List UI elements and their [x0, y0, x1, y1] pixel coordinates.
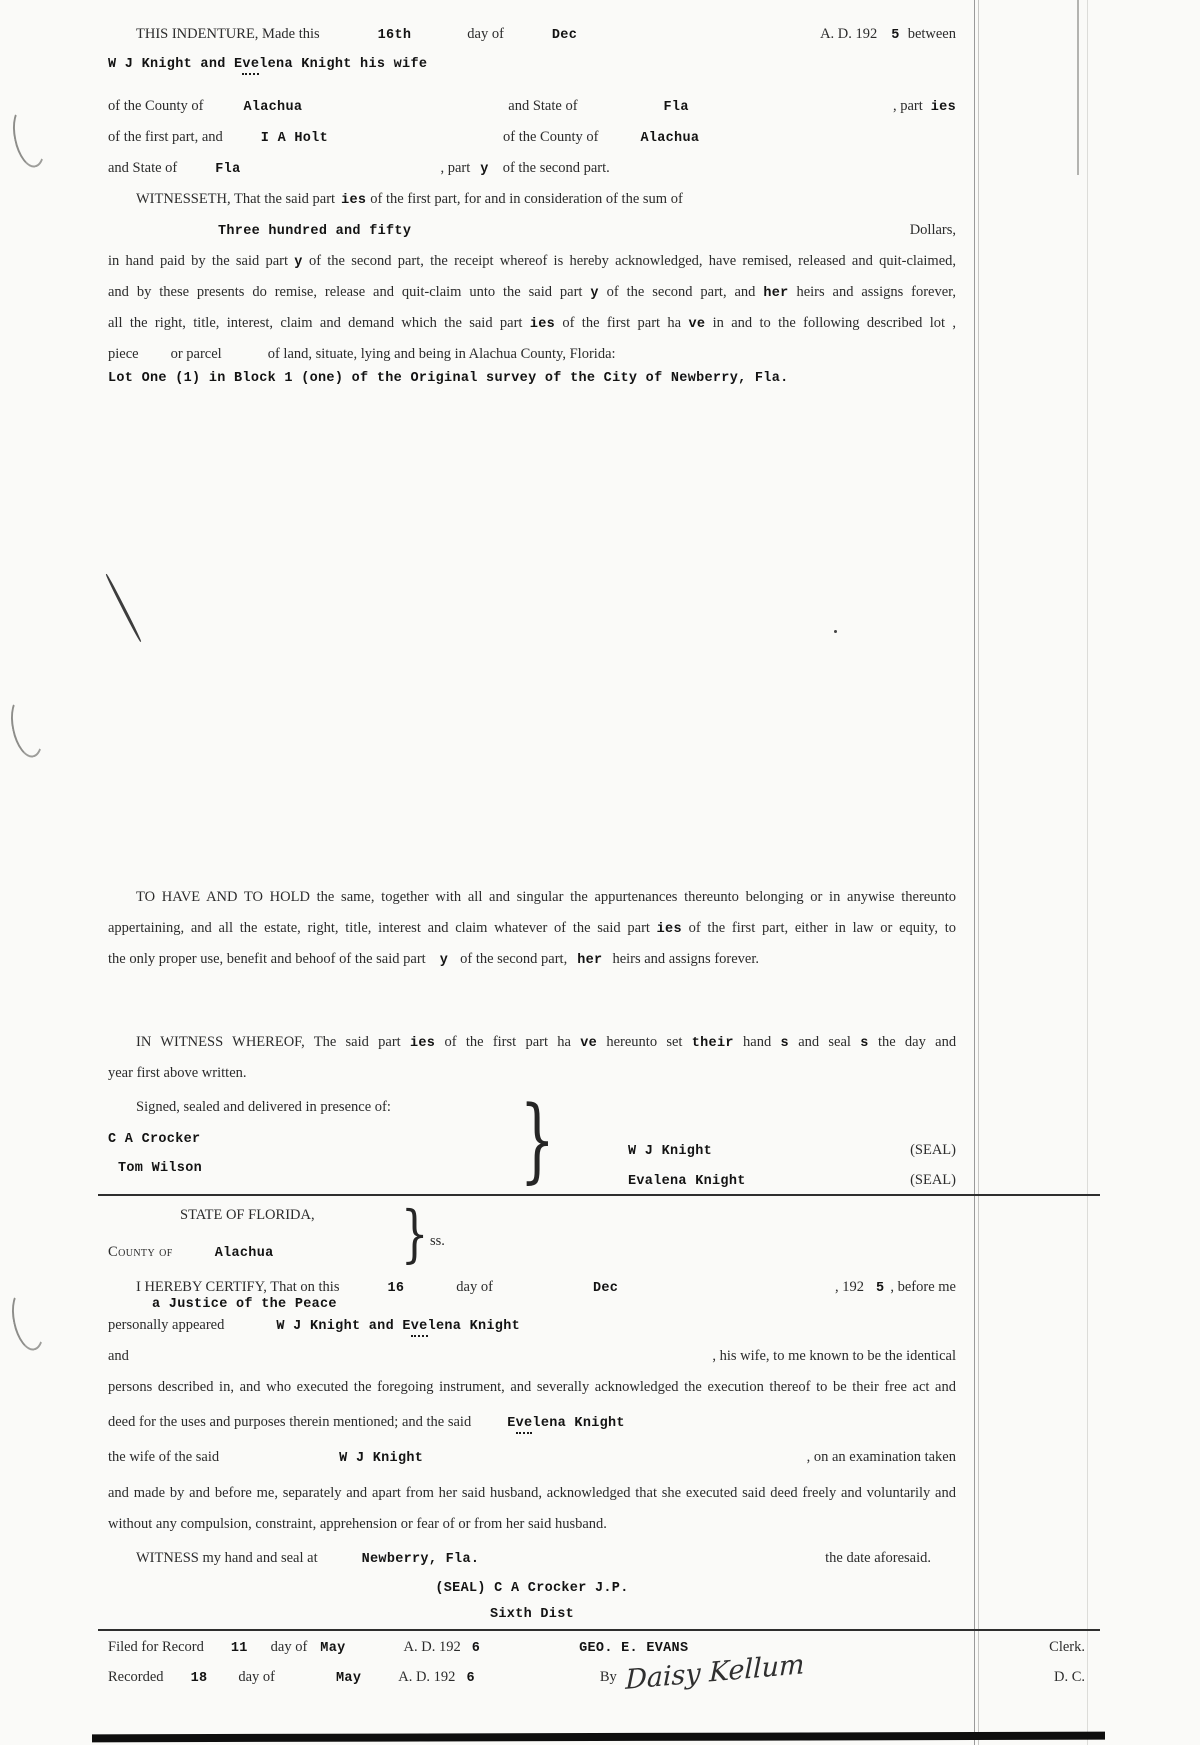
witness-seal-line	[108, 1550, 956, 1581]
ink-dot-mark	[834, 630, 837, 633]
page-edge-line	[974, 0, 975, 1745]
typed-ve: ve	[688, 317, 706, 332]
printed-text: hereunto set	[606, 1034, 683, 1050]
state-heading: STATE OF FLORIDA,	[180, 1207, 315, 1223]
printed-text: appertaining, and all the estate, right, title, interest and claim whatever of the said part	[108, 920, 650, 936]
seal-label: (SEAL)	[910, 1142, 956, 1158]
persons-described-line	[108, 1379, 956, 1410]
pen-stroke-mark	[105, 574, 142, 643]
quitclaim-line-2	[108, 284, 956, 315]
grantor-signature-2: Evalena Knight	[628, 1174, 746, 1189]
printed-text: hand	[743, 1034, 772, 1050]
typed-appeared-struck: ve	[411, 1319, 428, 1337]
printed-text: of the first part ha	[562, 315, 682, 331]
typed-fill: ies	[341, 193, 367, 208]
typed-justice-insertion: a Justice of the Peace	[152, 1297, 337, 1312]
wife-of-line	[108, 1449, 956, 1480]
printed-text: and seal	[798, 1034, 851, 1050]
printed-text: piece	[108, 346, 139, 362]
typed-state-2: Fla	[215, 162, 241, 177]
printed-text: day of	[456, 1279, 493, 1295]
printed-text: WITNESS my hand and seal at	[136, 1550, 318, 1566]
printed-text: of the second part.	[502, 160, 610, 176]
printed-text: Signed, sealed and delivered in presence of:	[136, 1099, 391, 1115]
typed-recorded-year: 6	[466, 1671, 475, 1686]
deputy-clerk-label: D. C.	[1053, 1669, 1085, 1685]
habendum-line-3	[108, 951, 956, 982]
typed-fill: ies	[656, 922, 682, 937]
printed-text: TO HAVE AND TO HOLD the same, together with all and singular the appurtenances thereunto belonging or in anywise thereunto	[136, 889, 956, 905]
printed-text: THIS INDENTURE, Made this	[136, 26, 320, 42]
printed-text: of the second part,	[460, 951, 568, 967]
grantee-line	[108, 129, 956, 160]
deputy-clerk-signature: Daisy Kellum	[624, 1649, 805, 1696]
printed-text: heirs and assigns forever.	[612, 951, 760, 967]
scan-margin-line	[1087, 0, 1088, 1745]
printed-text: of land, situate, lying and being in Alachua County, Florida:	[267, 346, 616, 362]
printed-text: and	[108, 1348, 129, 1364]
printed-comma: ,	[952, 315, 957, 331]
printed-text: Recorded	[108, 1669, 164, 1685]
printed-text: Dollars,	[909, 222, 956, 238]
printed-text: day of	[238, 1669, 276, 1685]
printed-text: and State of	[508, 98, 578, 114]
typed-fill: ies	[409, 1036, 436, 1051]
printed-text: and made by and before me, separately and apart from her said husband, acknowledged that she executed said deed freely and voluntarily and	[108, 1485, 956, 1501]
blank-area	[108, 402, 956, 889]
witnesseth-line	[108, 191, 956, 222]
printed-text: persons described in, and who executed the foregoing instrument, and severally acknowledged the execution thereof to be their free act and	[108, 1379, 956, 1395]
his-wife-line	[108, 1348, 956, 1379]
typed-day: 16th	[377, 28, 412, 43]
typed-place: Newberry, Fla.	[361, 1552, 480, 1567]
printed-text: WITNESSETH, That the said part	[136, 191, 336, 207]
typed-cert-month: Dec	[592, 1281, 619, 1296]
printed-text: of the County of	[502, 129, 599, 145]
grantors-line	[108, 57, 956, 88]
printed-text: of the second part, the receipt whereof is hereby acknowledged, have remised, released and quit-claimed,	[308, 253, 957, 269]
typed-her: her	[763, 286, 789, 301]
typed-year: 5	[891, 28, 900, 43]
printed-text: of the first part, for and in consideration of the sum of	[370, 191, 683, 207]
typed-their: their	[691, 1036, 734, 1051]
binder-hole-mark	[8, 104, 50, 171]
printed-text: the date aforesaid.	[825, 1550, 931, 1566]
recorded-row	[108, 1649, 1085, 1699]
consideration-line	[108, 222, 956, 253]
typed-state-1: Fla	[663, 100, 689, 115]
typed-husband-name: W J Knight	[339, 1451, 424, 1466]
printed-text: , before me	[890, 1279, 956, 1295]
printed-text: and by these presents do remise, release and quit-claim unto the said part	[108, 284, 583, 300]
county-state-line-2	[108, 160, 956, 191]
typed-grantee: I A Holt	[260, 131, 328, 146]
typed-grantors: W J Knight and E	[108, 57, 243, 72]
printed-text: A. D. 192	[403, 1639, 461, 1655]
printed-text: of the second part, and	[606, 284, 756, 300]
typed-county-ack: Alachua	[214, 1246, 274, 1261]
property-description-line	[108, 371, 956, 402]
appeared-line	[108, 1317, 956, 1348]
typed-wife-name: E	[507, 1416, 516, 1431]
typed-appeared-rest: lena Knight	[427, 1319, 521, 1334]
typed-month: Dec	[551, 28, 578, 43]
typed-her: her	[577, 953, 603, 968]
blank-gap	[108, 982, 956, 1034]
typed-cert-day: 16	[387, 1281, 405, 1296]
typed-appeared-names: W J Knight and E	[276, 1319, 411, 1334]
typed-filed-month: May	[320, 1641, 346, 1656]
quitclaim-line-1	[108, 253, 956, 284]
typed-fill: y	[294, 255, 303, 270]
printed-text: the only proper use, benefit and behoof of the said part	[108, 951, 426, 967]
brace-icon: }	[519, 1086, 555, 1193]
indenture-opening-line	[108, 26, 956, 57]
typed-fill: y	[439, 953, 449, 968]
printed-text: day of	[467, 26, 504, 42]
typed-county-2: Alachua	[640, 131, 700, 146]
printed-text: in and to the following described lot	[712, 315, 946, 331]
printed-text: deed for the uses and purposes therein mentioned; and the said	[108, 1414, 472, 1430]
acknowledgment-head	[108, 1197, 956, 1275]
printed-text: , part	[892, 98, 923, 114]
printed-text: I HEREBY CERTIFY, That on this	[136, 1279, 340, 1295]
habendum-line-1	[108, 889, 956, 920]
typed-filed-year: 6	[471, 1641, 481, 1656]
compulsion-line	[108, 1516, 956, 1547]
printed-text: , his wife, to me known to be the identical	[712, 1348, 956, 1364]
printed-text: in hand paid by the said part	[108, 253, 289, 269]
in-witness-line	[108, 1034, 956, 1065]
printed-text: or parcel	[170, 346, 222, 362]
printed-text: of the County of	[108, 98, 204, 114]
printed-text: of the first part ha	[444, 1034, 571, 1050]
ss-label: ss.	[430, 1233, 445, 1249]
clerk-label: Clerk.	[1049, 1639, 1085, 1655]
printed-text: without any compulsion, constraint, apprehension or fear of or from her said husband.	[108, 1516, 607, 1532]
typed-county-1: Alachua	[243, 100, 303, 115]
habendum-line-2	[108, 920, 956, 951]
printed-text: year first above written.	[108, 1065, 247, 1081]
typed-recorded-day: 18	[190, 1671, 208, 1686]
by-label: By	[599, 1669, 617, 1685]
printed-text: , 192	[834, 1279, 864, 1295]
section-divider	[98, 1194, 1100, 1196]
typed-fill: y	[590, 286, 599, 301]
printed-text: Filed for Record	[108, 1639, 204, 1655]
grantor-signatures	[628, 1142, 956, 1202]
printed-text: , part	[440, 160, 471, 176]
brace-icon: }	[400, 1197, 429, 1270]
printed-text: , on an examination taken	[806, 1449, 956, 1465]
county-state-line-1	[108, 98, 956, 129]
typed-grantors-rest: lena Knight his wife	[259, 57, 428, 72]
quitclaim-line-3	[108, 315, 956, 346]
filed-for-record-row	[108, 1639, 1085, 1669]
binder-hole-mark	[7, 1287, 49, 1354]
typed-cert-year: 5	[875, 1281, 885, 1296]
typed-parties-1: ies	[930, 100, 956, 115]
printed-text: and State of	[108, 160, 178, 176]
filing-block	[108, 1639, 1085, 1699]
printed-text: day of	[270, 1639, 308, 1655]
district-line	[108, 1607, 956, 1629]
printed-text: of the first part, either in law or equity, to	[688, 920, 956, 936]
typed-filed-day: 11	[230, 1641, 248, 1656]
typed-fill: ies	[529, 317, 556, 332]
deed-purposes-line	[108, 1414, 956, 1445]
grantor-signature-1: W J Knight	[628, 1144, 713, 1159]
examination-line	[108, 1485, 956, 1516]
scan-corner-line	[1077, 0, 1079, 175]
typed-notary-signature: (SEAL) C A Crocker J.P.	[435, 1581, 629, 1596]
printed-text: IN WITNESS WHEREOF, The said part	[136, 1034, 401, 1050]
typed-wife-struck: ve	[516, 1416, 533, 1434]
seal-label: (SEAL)	[910, 1172, 956, 1188]
printed-text: the day and	[877, 1034, 957, 1050]
printed-text: the wife of the said	[108, 1449, 220, 1465]
typed-property-description: Lot One (1) in Block 1 (one) of the Original survey of the City of Newberry, Fla.	[108, 371, 789, 386]
printed-text: A. D. 192	[398, 1669, 456, 1685]
printed-text: A. D. 192	[820, 26, 878, 42]
typed-clerk-name: GEO. E. EVANS	[579, 1641, 689, 1656]
scan-bottom-bar	[92, 1732, 1105, 1743]
typed-wife-rest: lena Knight	[532, 1416, 625, 1431]
typed-district: Sixth Dist	[489, 1607, 574, 1622]
typed-s: s	[860, 1036, 869, 1051]
printed-text: heirs and assigns forever,	[796, 284, 957, 300]
typed-recorded-month: May	[336, 1671, 362, 1686]
filing-divider	[98, 1629, 1100, 1631]
printed-text: of the first part, and	[108, 129, 223, 145]
typed-ve: ve	[580, 1036, 598, 1051]
printed-text: between	[907, 26, 956, 42]
binder-hole-mark	[6, 694, 48, 761]
page-edge-line-2	[978, 0, 979, 1745]
deed-body	[108, 26, 1085, 1699]
notary-seal-line	[108, 1581, 956, 1607]
printed-text: all the right, title, interest, claim and demand which the said part	[108, 315, 523, 331]
typed-s: s	[780, 1036, 789, 1051]
typed-grantors-struck: ve	[242, 57, 259, 75]
typed-parties-2: y	[480, 162, 489, 177]
witness-signature-2: Tom Wilson	[118, 1161, 203, 1176]
witness-signature-1: C A Crocker	[108, 1132, 201, 1147]
typed-amount: Three hundred and fifty	[218, 224, 412, 239]
county-label: County of	[108, 1244, 173, 1260]
printed-text: personally appeared	[108, 1317, 225, 1333]
